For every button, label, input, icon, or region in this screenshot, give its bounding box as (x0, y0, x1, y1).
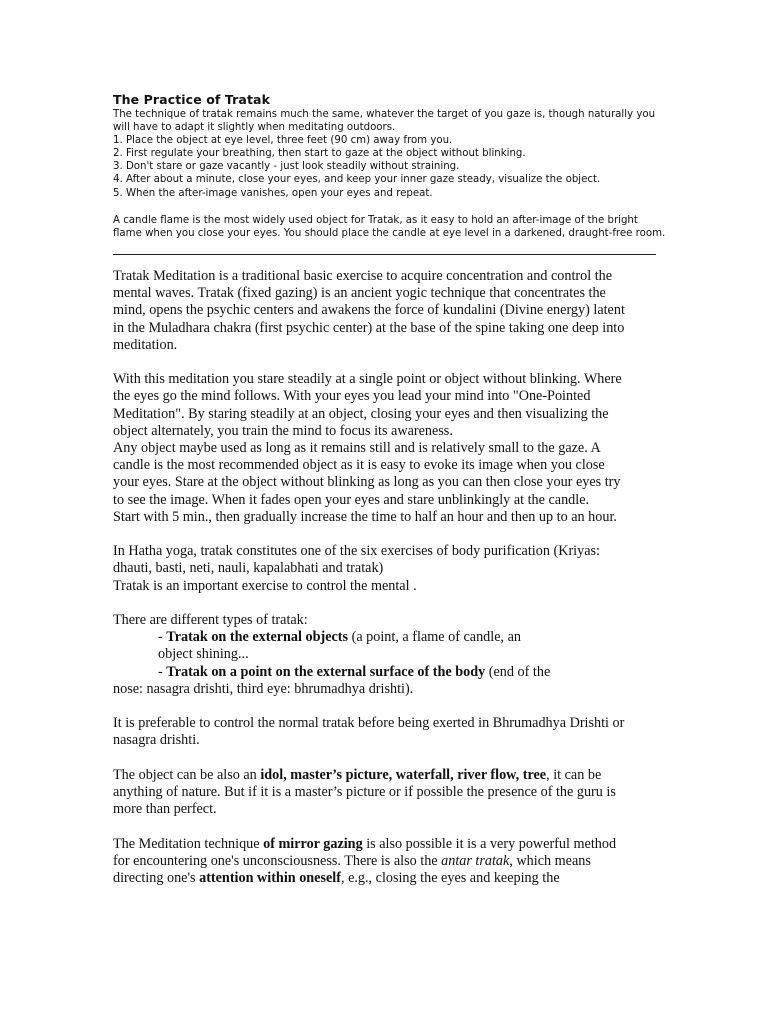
type-item-2 (113, 664, 673, 681)
type-item-1 (113, 629, 673, 646)
paragraph-line: In Hatha yoga, tratak constitutes one of the six exercises of body purification (Kriyas: (113, 543, 600, 560)
type-dash: - (158, 629, 167, 646)
text-run: for encountering one's unconsciousness. There is also the (113, 852, 442, 869)
paragraph-line (113, 870, 673, 887)
paragraph-line: Any object maybe used as long as it remains still and is relatively small to the gaze. A (113, 440, 601, 457)
paragraph-line: nasagra drishti. (113, 732, 200, 749)
paragraph-gap (113, 750, 673, 767)
paragraph-line (113, 853, 673, 870)
horizontal-divider (113, 254, 656, 255)
paragraph-gap (113, 354, 673, 371)
paragraph-line: more than perfect. (113, 801, 217, 818)
paragraph-line: the eyes go the mind follows. With your eyes you lead your mind into "One-Pointed (113, 388, 591, 405)
paragraph-line: to see the image. When it fades open your eyes and stare unblinkingly at the candle. (113, 491, 590, 508)
paragraph-line: Tratak is an important exercise to control the mental . (113, 577, 417, 594)
paragraph-line: mind, opens the psychic centers and awakens the force of kundalini (Divine energy) latent (113, 302, 625, 319)
type-item-1-cont: object shining... (158, 646, 249, 663)
types-intro: There are different types of tratak: (113, 612, 308, 629)
paragraph-gap (113, 526, 673, 543)
type-2-desc: (end of the (485, 663, 551, 680)
candle-line: A candle flame is the most widely used object for Tratak, as it easy to hold an after-image of the bright (113, 215, 638, 226)
step-2: 2. First regulate your breathing, then start to gaze at the object without blinking. (113, 148, 526, 160)
section-title: The Practice of Tratak (113, 92, 270, 107)
step-1: 1. Place the object at eye level, three feet (90 cm) away from you. (113, 135, 453, 147)
intro-line: The technique of tratak remains much the same, whatever the target of you gaze is, though naturally you (113, 109, 656, 120)
paragraph-line: your eyes. Stare at the object without blinking as long as you can then close your eyes try (113, 474, 621, 491)
type-1-name: Tratak on the external objects (166, 629, 349, 646)
type-dash: - (158, 663, 167, 680)
paragraph-line: in the Muladhara chakra (first psychic center) at the base of the spine taking one deep into (113, 319, 625, 336)
text-run: is also possible it is a very powerful method (362, 835, 617, 852)
paragraph-gap (113, 595, 673, 612)
text-run: directing one's (113, 870, 200, 887)
intro-line: will have to adapt it slightly when meditating outdoors. (113, 122, 396, 134)
paragraph-line: dhauti, basti, neti, nauli, kapalabhati and tratak) (113, 560, 384, 577)
italic-run: antar tratak (441, 852, 510, 869)
candle-line: flame when you close your eyes. You should place the candle at eye level in a darkened, draught-free room. (113, 228, 666, 240)
paragraph-line (113, 767, 673, 784)
candle-note (113, 214, 673, 240)
paragraph-gap (113, 818, 673, 835)
bold-run: of mirror gazing (263, 835, 363, 852)
paragraph-line: mental waves. Tratak (fixed gazing) is an ancient yogic technique that concentrates the (113, 285, 606, 302)
paragraph-line: Meditation". By staring steadily at an object, closing your eyes and then visualizing the (113, 405, 609, 422)
paragraph-line: Tratak Meditation is a traditional basic exercise to acquire concentration and control the (113, 268, 613, 284)
bold-run: idol, master’s picture, waterfall, river flow, tree (260, 766, 547, 783)
paragraph-line: With this meditation you stare steadily at a single point or object without blinking. Where (113, 371, 622, 388)
paragraph-line: candle is the most recommended object as it is easy to evoke its image when you close (113, 457, 605, 474)
paragraph-line (113, 836, 673, 853)
text-run: The Meditation technique (113, 835, 264, 852)
article-body (113, 268, 673, 887)
paragraph-line: anything of nature. But if it is a master’s picture or if possible the presence of the guru is (113, 784, 616, 801)
bold-run: attention within oneself (199, 870, 341, 887)
text-run: The object can be also an (113, 766, 261, 783)
paragraph-line: It is preferable to control the normal tratak before being exerted in Bhrumadhya Drishti or (113, 715, 625, 732)
step-4: 4. After about a minute, close your eyes, and keep your inner gaze steady, visualize the object. (113, 174, 601, 186)
paragraph-line: Start with 5 min., then gradually increase the time to half an hour and then up to an hour. (113, 508, 617, 525)
type-1-desc: (a point, a flame of candle, an (348, 629, 521, 646)
paragraph-line: object alternately, you train the mind to focus its awareness. (113, 422, 453, 439)
step-5: 5. When the after-image vanishes, open your eyes and repeat. (113, 187, 433, 199)
paragraph-gap (113, 698, 673, 715)
intro-steps (113, 108, 673, 200)
type-2-name: Tratak on a point on the external surface of the body (166, 663, 486, 680)
text-run: , e.g., closing the eyes and keeping the (340, 870, 560, 887)
text-run: , it can be (546, 766, 602, 783)
text-run: , which means (509, 852, 591, 869)
type-item-2-cont: nose: nasagra drishti, third eye: bhrumadhya drishti). (113, 680, 414, 697)
step-3: 3. Don't stare or gaze vacantly - just look steadily without straining. (113, 161, 460, 173)
paragraph-line: meditation. (113, 336, 178, 353)
